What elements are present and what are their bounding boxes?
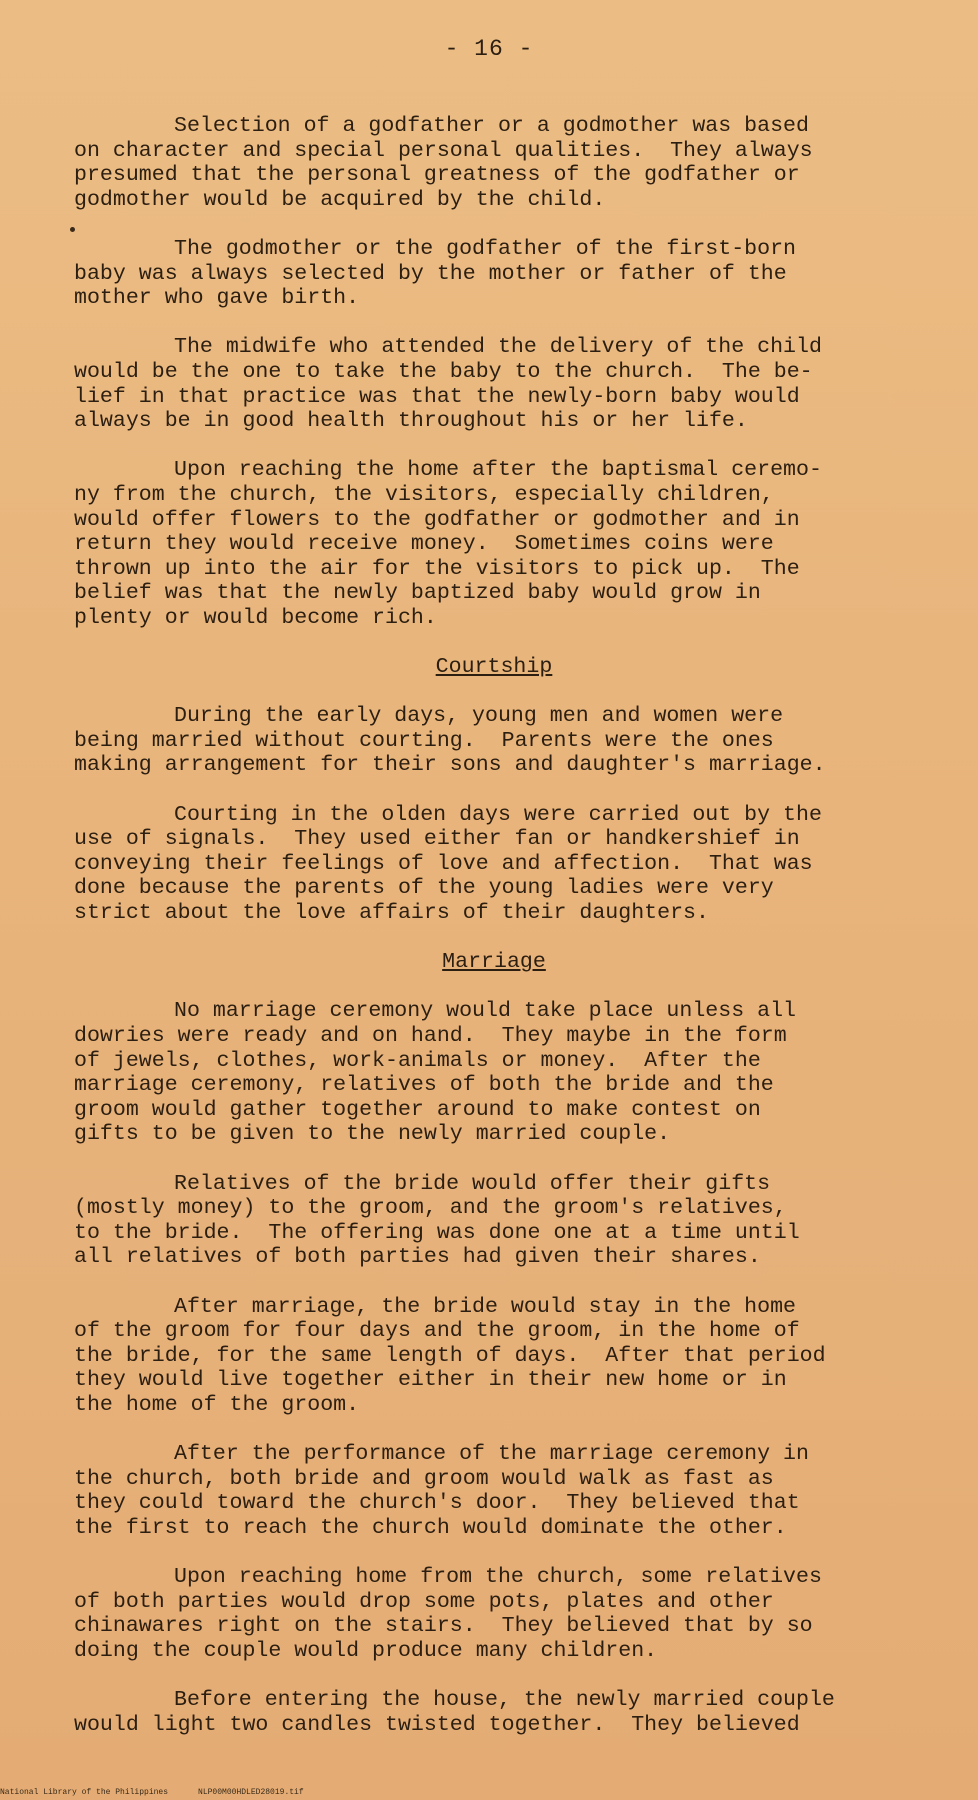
text-line: the first to reach the church would dominate the other. [74, 1515, 787, 1540]
paragraph [74, 704, 914, 778]
text-line: all relatives of both parties had given their shares. [74, 1245, 761, 1270]
text-line: Relatives of the bride would offer their gifts [174, 1171, 771, 1196]
text-line: the home of the groom. [74, 1392, 360, 1417]
paragraph [74, 1688, 914, 1737]
text-line: After the performance of the marriage ceremony in [174, 1442, 809, 1467]
text-line: gifts to be given to the newly married couple. [74, 1122, 671, 1147]
footer-file: NLP00M00HDLED28019.tif [198, 1788, 304, 1797]
text-line: doing the couple would produce many children. [74, 1638, 658, 1663]
text-line: During the early days, young men and women were [174, 704, 784, 729]
text-line: done because the parents of the young ladies were very [74, 876, 774, 901]
text-line: The godmother or the godfather of the first-born [174, 236, 797, 261]
text-line: being married without courting. Parents were the ones [74, 728, 774, 753]
paragraph [74, 1295, 914, 1418]
document-body [74, 114, 914, 1762]
text-line: return they would receive money. Sometimes coins were [74, 532, 774, 557]
text-line: on character and special personal qualities. They always [74, 138, 813, 163]
paragraph [74, 1565, 914, 1663]
text-line: of the groom for four days and the groom, in the home of [74, 1319, 800, 1344]
text-line: they could toward the church's door. They believed that [74, 1491, 800, 1516]
text-line: chinawares right on the stairs. They believed that by so [74, 1614, 813, 1639]
text-line: use of signals. They used either fan or handkershief in [74, 827, 800, 852]
text-line: plenty or would become rich. [74, 605, 437, 630]
text-line: they would live together either in their new home or in [74, 1368, 787, 1393]
text-line: of both parties would drop some pots, plates and other [74, 1589, 774, 1614]
text-line: marriage ceremony, relatives of both the bride and the [74, 1073, 774, 1098]
paragraph [74, 237, 914, 311]
paragraph [74, 999, 914, 1147]
text-line: conveying their feelings of love and affection. That was [74, 851, 813, 876]
paragraph [74, 1442, 914, 1540]
scan-footer [0, 1788, 978, 1798]
text-line: Selection of a godfather or a godmother was based [174, 114, 809, 138]
ink-speck [70, 227, 75, 232]
text-line: Courting in the olden days were carried out by the [174, 802, 822, 827]
paragraph [74, 114, 914, 212]
text-line: of jewels, clothes, work-animals or money. After the [74, 1048, 761, 1073]
text-line: would light two candles twisted together. They believed [74, 1712, 800, 1737]
text-line: The midwife who attended the delivery of the child [174, 335, 822, 360]
paragraph [74, 335, 914, 433]
section-heading: Courtship [435, 655, 553, 680]
text-line: Upon reaching the home after the baptismal ceremo- [174, 458, 822, 483]
text-line: mother who gave birth. [74, 286, 360, 311]
text-line: lief in that practice was that the newly-born baby would [74, 384, 800, 409]
text-line: After marriage, the bride would stay in the home [174, 1294, 797, 1319]
text-line: the church, both bride and groom would walk as fast as [74, 1466, 774, 1491]
text-line: groom would gather together around to make contest on [74, 1097, 761, 1122]
text-line: making arrangement for their sons and daughter's marriage. [74, 753, 826, 778]
text-line: (mostly money) to the groom, and the groom's relatives, [74, 1196, 787, 1221]
text-line: dowries were ready and on hand. They maybe in the form [74, 1023, 787, 1048]
text-line: would be the one to take the baby to the church. The be- [74, 359, 813, 384]
text-line: ny from the church, the visitors, especially children, [74, 482, 774, 507]
text-line: godmother would be acquired by the child. [74, 187, 606, 212]
text-line: the bride, for the same length of days. After that period [74, 1343, 826, 1368]
paragraph [74, 458, 914, 630]
text-line: would offer flowers to the godfather or godmother and in [74, 507, 800, 532]
page-number: - 16 - [444, 36, 534, 62]
text-line: No marriage ceremony would take place unless all [174, 999, 797, 1024]
footer-library: National Library of the Philippines [0, 1788, 169, 1797]
text-line: Upon reaching home from the church, some relatives [174, 1565, 822, 1590]
paragraph [74, 803, 914, 926]
section-heading: Marriage [442, 950, 546, 975]
text-line: baby was always selected by the mother or father of the [74, 261, 787, 286]
text-line: strict about the love affairs of their daughters. [74, 901, 709, 925]
paragraph [74, 1172, 914, 1270]
text-line: always be in good health throughout his or her life. [74, 409, 748, 434]
text-line: presumed that the personal greatness of the godfather or [74, 163, 800, 188]
text-line: thrown up into the air for the visitors to pick up. The [74, 556, 800, 581]
text-line: belief was that the newly baptized baby would grow in [74, 581, 761, 606]
text-line: Before entering the house, the newly married couple [174, 1688, 835, 1712]
text-line: to the bride. The offering was done one at a time until [74, 1220, 800, 1245]
